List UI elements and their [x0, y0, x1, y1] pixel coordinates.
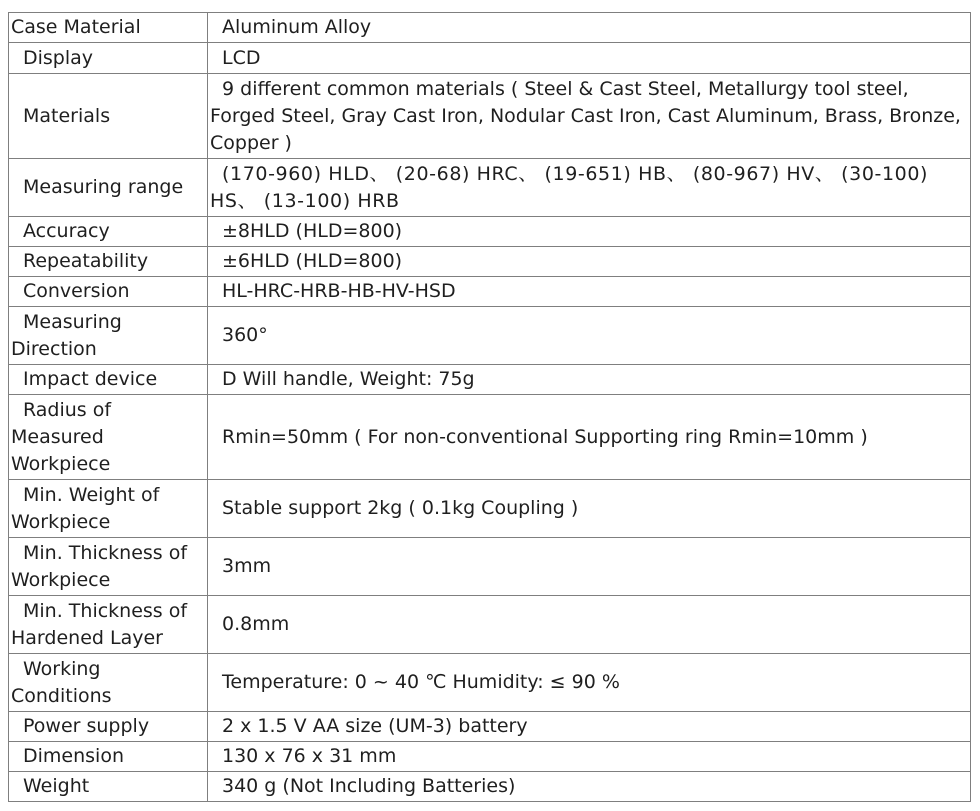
spec-value: ±8HLD (HLD=800)	[208, 217, 971, 247]
spec-value: Temperature: 0 ~ 40 ℃ Humidity: ≤ 90 %	[208, 654, 971, 712]
spec-value: Stable support 2kg ( 0.1kg Coupling )	[208, 480, 971, 538]
table-row	[9, 395, 971, 480]
spec-label: Power supply	[9, 712, 208, 742]
spec-label: Min. Thickness of Workpiece	[9, 538, 208, 596]
spec-label: Measuring Direction	[9, 307, 208, 365]
spec-label: Weight	[9, 772, 208, 802]
spec-value: HL-HRC-HRB-HB-HV-HSD	[208, 277, 971, 307]
spec-value: Rmin=50mm ( For non-conventional Supporting ring Rmin=10mm )	[208, 395, 971, 480]
spec-value: 3mm	[208, 538, 971, 596]
spec-label: Accuracy	[9, 217, 208, 247]
table-row	[9, 74, 971, 159]
spec-label: Radius of Measured Workpiece	[9, 395, 208, 480]
spec-value: 9 different common materials ( Steel & Cast Steel, Metallurgy tool steel, Forged Steel, Gray Cast Iron, Nodular Cast Iron, Cast Aluminum, Brass, Bronze, Copper )	[208, 74, 971, 159]
spec-label: Materials	[9, 74, 208, 159]
spec-label: Case Material	[9, 13, 208, 43]
table-row	[9, 159, 971, 217]
table-row	[9, 712, 971, 742]
table-row	[9, 596, 971, 654]
spec-value: D Will handle, Weight: 75g	[208, 365, 971, 395]
spec-label: Conversion	[9, 277, 208, 307]
table-row	[9, 742, 971, 772]
spec-value: 130 x 76 x 31 mm	[208, 742, 971, 772]
spec-label: Dimension	[9, 742, 208, 772]
spec-value: 2 x 1.5 V AA size (UM-3) battery	[208, 712, 971, 742]
spec-label: Min. Weight of Workpiece	[9, 480, 208, 538]
spec-value: LCD	[208, 43, 971, 74]
table-row	[9, 654, 971, 712]
spec-value: Aluminum Alloy	[208, 13, 971, 43]
spec-label: Repeatability	[9, 247, 208, 277]
spec-label: Impact device	[9, 365, 208, 395]
table-row	[9, 217, 971, 247]
spec-value: 340 g (Not Including Batteries)	[208, 772, 971, 802]
specification-table	[8, 12, 971, 802]
spec-label: Measuring range	[9, 159, 208, 217]
spec-value: ±6HLD (HLD=800)	[208, 247, 971, 277]
spec-label: Min. Thickness of Hardened Layer	[9, 596, 208, 654]
spec-value: 0.8mm	[208, 596, 971, 654]
table-row	[9, 365, 971, 395]
table-row	[9, 307, 971, 365]
table-row	[9, 772, 971, 802]
table-row	[9, 43, 971, 74]
table-row	[9, 277, 971, 307]
table-row	[9, 480, 971, 538]
spec-value: (170-960) HLD、 (20-68) HRC、 (19-651) HB、 (80-967) HV、 (30-100) HS、 (13-100) HRB	[208, 159, 971, 217]
table-row	[9, 247, 971, 277]
spec-label: Display	[9, 43, 208, 74]
spec-value: 360°	[208, 307, 971, 365]
table-row	[9, 538, 971, 596]
spec-label: Working Conditions	[9, 654, 208, 712]
table-row	[9, 13, 971, 43]
